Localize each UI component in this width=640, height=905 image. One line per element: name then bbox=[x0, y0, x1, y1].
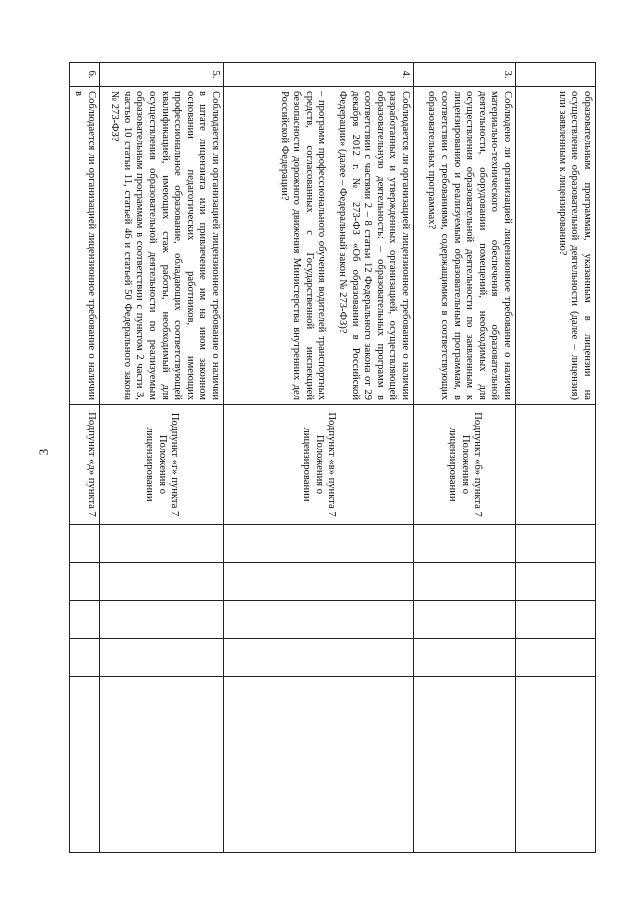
question-cell bbox=[414, 87, 516, 405]
empty-cell bbox=[414, 601, 516, 639]
table-row bbox=[100, 63, 224, 853]
empty-cell bbox=[414, 639, 516, 677]
empty-cell bbox=[100, 563, 224, 601]
requirements-table bbox=[69, 62, 596, 853]
empty-cell bbox=[224, 525, 414, 563]
empty-cell bbox=[224, 563, 414, 601]
row-number: 6. bbox=[69, 63, 99, 87]
empty-cell bbox=[414, 677, 516, 853]
row-number: 3. bbox=[414, 63, 516, 87]
row-number: 4. bbox=[224, 63, 414, 87]
empty-cell bbox=[100, 601, 224, 639]
empty-cell bbox=[414, 525, 516, 563]
question-text: Соблюдается ли организацией лицензионное требование о наличии в bbox=[73, 91, 97, 400]
empty-cell bbox=[69, 677, 99, 853]
basis-cell: Подпункт «в» пункта 7 Положения о лицензировании bbox=[224, 405, 414, 525]
question-cell bbox=[69, 87, 99, 405]
basis-cell: Подпункт «д» пункта 7 bbox=[69, 405, 99, 525]
question-text: Соблюдается ли организацией лицензионное требование о наличии в штате лицензиата или привлечение им на ином законном основании педагогических работников, имеющих профессиональное образование, обладающих соответствующей квалификацией, имеющих стаж работы, необходимый для осуществления образовательной деятельности по реализуемым образовательным программам в соответствии с пунктом 2 части 3, частью 10 статьи 11, статьей 46 и статьей 50 Федерального закона № 273-ФЗ? bbox=[109, 91, 221, 400]
empty-cell bbox=[516, 525, 596, 563]
basis-cell: Подпункт «б» пункта 7 Положения о лицензировании bbox=[414, 405, 516, 525]
basis-cell bbox=[516, 405, 596, 525]
question-cell bbox=[224, 87, 414, 405]
question-cell bbox=[516, 87, 596, 405]
basis-cell: Подпункт «г» пункта 7 Положения о лицензировании bbox=[100, 405, 224, 525]
page-number: 3 bbox=[36, 448, 51, 456]
empty-cell bbox=[224, 601, 414, 639]
question-cell bbox=[100, 87, 224, 405]
empty-cell bbox=[100, 639, 224, 677]
table-row bbox=[414, 63, 516, 853]
empty-cell bbox=[516, 639, 596, 677]
document-table-area bbox=[73, 62, 596, 852]
empty-cell bbox=[100, 677, 224, 853]
empty-cell bbox=[224, 677, 414, 853]
empty-cell bbox=[69, 563, 99, 601]
empty-cell bbox=[414, 563, 516, 601]
empty-cell bbox=[516, 601, 596, 639]
empty-cell bbox=[224, 639, 414, 677]
question-text: Соблюдено ли организацией лицензионное требование о наличии материально-технического обеспечения образовательной деятельности, оборудовании помещений, необходимых для осуществления образовательной деятельности по заявленным к лицензированию и реализуемым образовательным программам, в соответствии с требованиями, содержащимися в соответствующих образовательных программах? bbox=[426, 91, 513, 400]
table-row bbox=[224, 63, 414, 853]
empty-cell bbox=[69, 639, 99, 677]
question-text: образовательным программам, указанным в лицензии на осуществление образовательной деятельности (далее – лицензия) или заявленным к лицензированию? bbox=[556, 91, 593, 400]
row-number: 5. bbox=[100, 63, 224, 87]
table-row bbox=[69, 63, 99, 853]
question-text: – программ профессионального обучения водителей транспортных средств, согласованных с Государственной инспекцией безопасности дорожного движения Министерства внутренних дел Российской Федерации? bbox=[278, 91, 328, 400]
table-row bbox=[516, 63, 596, 853]
empty-cell bbox=[516, 563, 596, 601]
empty-cell bbox=[516, 677, 596, 853]
empty-cell bbox=[69, 525, 99, 563]
row-number bbox=[516, 63, 596, 87]
empty-cell bbox=[69, 601, 99, 639]
empty-cell bbox=[100, 525, 224, 563]
question-text: Соблюдается ли организацией лицензионное требование о наличии разработанных и утвержденных организацией, осуществляющей образовательную деятельность: – образовательных программ в соответствии с частями 2 – 8 статьи 12 Федерального закона от 29 декабря 2012 г. № 273-ФЗ «Об образовании в Российской Федерации» (далее – Федеральный закон № 273-ФЗ)? bbox=[337, 91, 411, 400]
